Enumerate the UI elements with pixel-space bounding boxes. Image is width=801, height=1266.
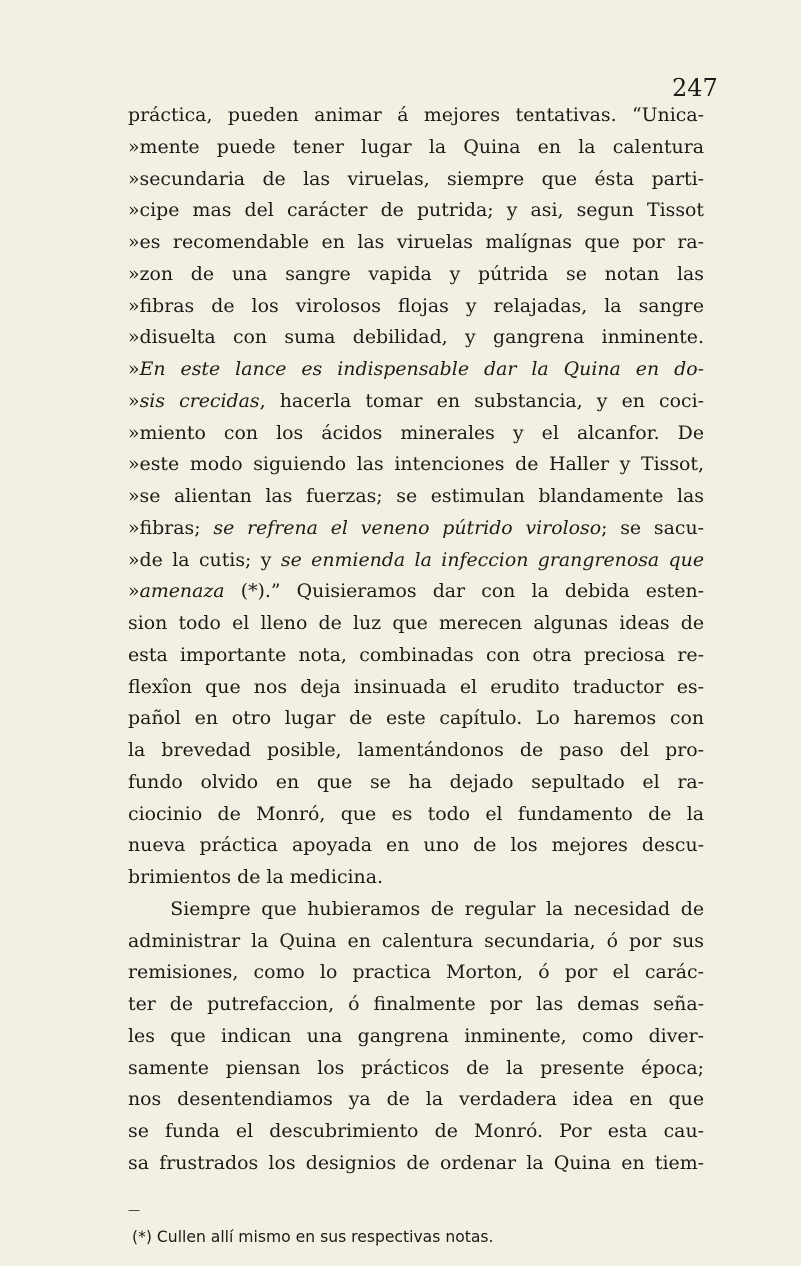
text-segment: sa frustrados los designios de ordenar la Quina en tiem- <box>128 1151 704 1174</box>
text-line <box>128 576 704 608</box>
text-segment: , hacerla tomar en substancia, y en coci- <box>259 389 704 412</box>
text-line <box>128 322 704 354</box>
text-line <box>128 195 704 227</box>
text-line <box>128 894 704 926</box>
text-segment: »mente puede tener lugar la Quina en la calentura <box>128 135 704 158</box>
text-segment: ciocinio de Monró, que es todo el fundamento de la <box>128 802 704 825</box>
text-segment: ; se sacu- <box>601 516 705 539</box>
page-number: 247 <box>672 74 718 102</box>
footnote-separator: — <box>128 1203 140 1217</box>
text-segment: »se alientan las fuerzas; se estimulan blandamente las <box>128 485 704 507</box>
text-segment: brimientos de la medicina. <box>128 866 383 888</box>
text-line <box>128 703 704 735</box>
text-line <box>128 1021 704 1053</box>
text-segment: Siempre que hubieramos de regular la necesidad de <box>128 897 704 920</box>
text-line <box>128 767 704 799</box>
text-segment: » <box>128 389 140 412</box>
text-segment: »fibras de los virolosos flojas y relajadas, la sangre <box>128 294 704 317</box>
italic-text: amenaza <box>139 580 225 603</box>
text-segment: sion todo el lleno de luz que merecen algunas ideas de <box>128 612 704 634</box>
text-line <box>128 1116 704 1148</box>
text-line <box>128 100 704 132</box>
text-segment: »disuelta con suma debilidad, y gangrena inminente. <box>128 326 704 349</box>
text-segment: »secundaria de las viruelas, siempre que ésta parti- <box>128 167 704 190</box>
text-segment: nos desentendiamos ya de la verdadera idea en que <box>128 1088 704 1111</box>
text-segment: »es recomendable en las viruelas malígnas que por ra- <box>128 231 704 253</box>
text-segment: fundo olvido en que se ha dejado sepultado el ra- <box>128 770 704 793</box>
text-line <box>128 132 704 164</box>
text-line <box>128 1053 704 1085</box>
text-segment: esta importante nota, combinadas con otra preciosa re- <box>128 643 704 666</box>
body-text <box>128 100 704 1180</box>
text-line <box>128 799 704 831</box>
text-segment: nueva práctica apoyada en uno de los mejores descu- <box>128 834 704 857</box>
text-segment: la brevedad posible, lamentándonos de paso del pro- <box>128 739 704 761</box>
text-segment: » <box>128 580 140 603</box>
text-line <box>128 449 704 481</box>
text-line <box>128 926 704 958</box>
text-line <box>128 481 704 513</box>
text-segment: ter de putrefaccion, ó finalmente por las demas seña- <box>128 993 704 1015</box>
text-line <box>128 608 704 640</box>
text-segment: flexîon que nos deja insinuada el erudito traductor es- <box>128 675 704 698</box>
text-line <box>128 513 704 545</box>
text-line <box>128 1084 704 1116</box>
footnote: (*) Cullen allí mismo en sus respectivas notas. <box>132 1228 494 1246</box>
text-line <box>128 227 704 259</box>
text-line <box>128 640 704 672</box>
text-line <box>128 862 704 894</box>
text-line <box>128 418 704 450</box>
text-segment: »de la cutis; y <box>128 548 281 571</box>
text-segment: »fibras; <box>128 516 214 539</box>
text-segment: »cipe mas del carácter de putrida; y asi, segun Tissot <box>128 199 704 222</box>
text-line <box>128 259 704 291</box>
text-line <box>128 354 704 386</box>
italic-text: En este lance es indispensable dar la Quina en do- <box>139 358 704 380</box>
text-line <box>128 957 704 989</box>
text-segment: samente piensan los prácticos de la presente época; <box>128 1056 704 1079</box>
text-segment: práctica, pueden animar á mejores tentativas. “Unica- <box>128 104 704 126</box>
text-line <box>128 291 704 323</box>
text-line <box>128 164 704 196</box>
text-segment: (*).” Quisieramos dar con la debida esten- <box>224 580 704 603</box>
text-segment: pañol en otro lugar de este capítulo. Lo haremos con <box>128 707 704 730</box>
text-segment: administrar la Quina en calentura secundaria, ó por sus <box>128 929 704 952</box>
text-segment: »este modo siguiendo las intenciones de Haller y Tissot, <box>128 453 704 476</box>
text-line <box>128 672 704 704</box>
text-segment: » <box>128 358 140 380</box>
text-line <box>128 735 704 767</box>
text-segment: remisiones, como lo practica Morton, ó por el carác- <box>128 961 704 984</box>
italic-text: se enmienda la infeccion grangrenosa que <box>280 548 704 571</box>
text-line <box>128 545 704 577</box>
italic-text: sis crecidas <box>139 389 260 412</box>
italic-text: se refrena el veneno pútrido viroloso <box>213 516 602 539</box>
text-segment: »miento con los ácidos minerales y el alcanfor. De <box>128 421 704 444</box>
text-segment: se funda el descubrimiento de Monró. Por esta cau- <box>128 1120 704 1142</box>
text-segment: les que indican una gangrena inminente, como diver- <box>128 1024 704 1047</box>
text-line <box>128 386 704 418</box>
text-segment: »zon de una sangre vapida y pútrida se notan las <box>128 262 704 285</box>
text-line <box>128 830 704 862</box>
text-line <box>128 989 704 1021</box>
text-line <box>128 1148 704 1180</box>
